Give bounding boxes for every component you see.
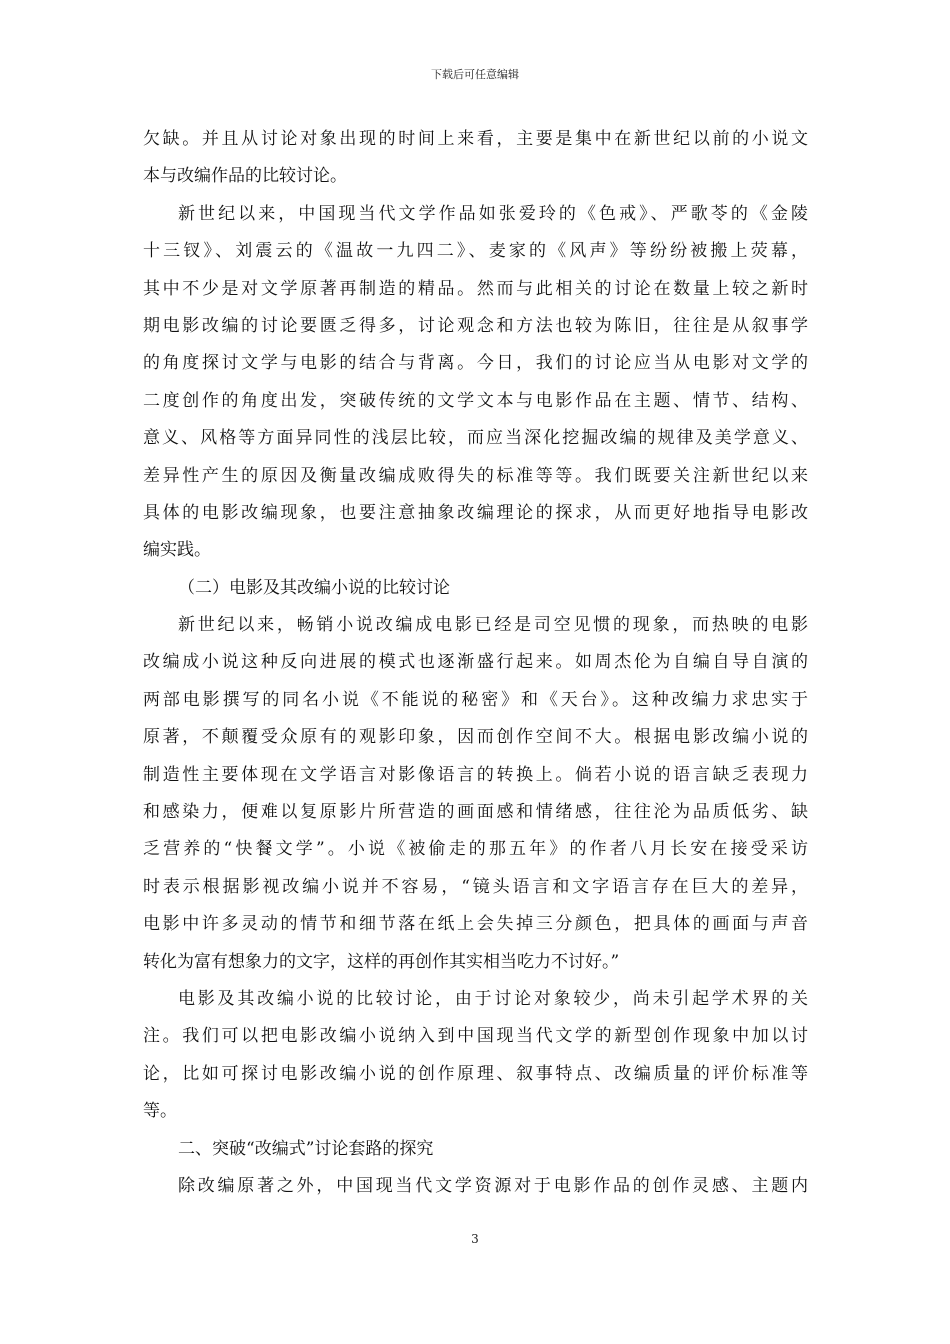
document-body [143, 121, 808, 1205]
text-line: 转化为富有想象力的文字，这样的再创作其实相当吃力不讨好。” [143, 951, 620, 972]
text-line: 乏营养的“快餐文学”。小说《被偷走的那五年》的作者八月长安在接受采访 [143, 839, 808, 860]
paragraph-continuation [143, 121, 808, 196]
text-line: 具体的电影改编现象，也要注意抽象改编理论的探求，从而更好地指导电影改 [143, 502, 808, 523]
text-line: 和感染力，便难以复原影片所营造的画面感和情绪感，往往沦为品质低劣、缺 [143, 802, 808, 823]
paragraph [143, 196, 808, 570]
text-line: 电影中许多灵动的情节和细节落在纸上会失掉三分颜色，把具体的画面与声音 [143, 914, 808, 935]
paragraph [143, 1168, 808, 1205]
text-line: 新世纪以来，中国现当代文学作品如张爱玲的《色戒》、严歌苓的《金陵 [178, 203, 808, 224]
text-line: 期电影改编的讨论要匮乏得多，讨论观念和方法也较为陈旧，往往是从叙事学 [143, 315, 808, 336]
paragraph [143, 607, 808, 981]
text-line: 原著，不颠覆受众原有的观影印象，因而创作空间不大。根据电影改编小说的 [143, 727, 808, 748]
text-line: 其中不少是对文学原著再制造的精品。然而与此相关的讨论在数量上较之新时 [143, 278, 808, 299]
text-line: 的角度探讨文学与电影的结合与背离。今日，我们的讨论应当从电影对文学的 [143, 353, 808, 374]
text-line: 制造性主要体现在文学语言对影像语言的转换上。倘若小说的语言缺乏表现力 [143, 764, 808, 785]
text-line: 本与改编作品的比较讨论。 [143, 166, 347, 187]
text-line: 论，比如可探讨电影改编小说的创作原理、叙事特点、改编质量的评价标准等 [143, 1063, 808, 1084]
section-heading: 二、突破“改编式”讨论套路的探究 [178, 1138, 434, 1159]
paragraph [143, 981, 808, 1131]
page-header: 下载后可任意编辑 [431, 68, 519, 81]
text-line: 差异性产生的原因及衡量改编成败得失的标准等等。我们既要关注新世纪以来 [143, 465, 808, 486]
text-line: 十三钗》、刘震云的《温故一九四二》、麦家的《风声》等纷纷被搬上荧幕， [143, 241, 808, 262]
section-heading: （二）电影及其改编小说的比较讨论 [178, 577, 450, 598]
text-line: 两部电影撰写的同名小说《不能说的秘密》和《天台》。这种改编力求忠实于 [143, 689, 808, 710]
text-line: 等。 [143, 1101, 177, 1122]
text-line: 编实践。 [143, 540, 211, 561]
text-line: 新世纪以来，畅销小说改编成电影已经是司空见惯的现象，而热映的电影 [178, 615, 808, 636]
text-line: 改编成小说这种反向进展的模式也逐渐盛行起来。如周杰伦为自编自导自演的 [143, 652, 808, 673]
text-line: 时表示根据影视改编小说并不容易，“镜头语言和文字语言存在巨大的差异， [143, 876, 808, 897]
text-line: 欠缺。并且从讨论对象出现的时间上来看，主要是集中在新世纪以前的小说文 [143, 129, 808, 149]
page-number: 3 [471, 1232, 479, 1246]
text-line: 意义、风格等方面异同性的浅层比较，而应当深化挖掘改编的规律及美学意义、 [143, 428, 808, 449]
text-line: 二度创作的角度出发，突破传统的文学文本与电影作品在主题、情节、结构、 [143, 390, 808, 411]
text-line: 注。我们可以把电影改编小说纳入到中国现当代文学的新型创作现象中加以讨 [143, 1026, 808, 1047]
text-line: 除改编原著之外，中国现当代文学资源对于电影作品的创作灵感、主题内 [178, 1175, 808, 1196]
text-line: 电影及其改编小说的比较讨论，由于讨论对象较少，尚未引起学术界的关 [178, 988, 808, 1009]
